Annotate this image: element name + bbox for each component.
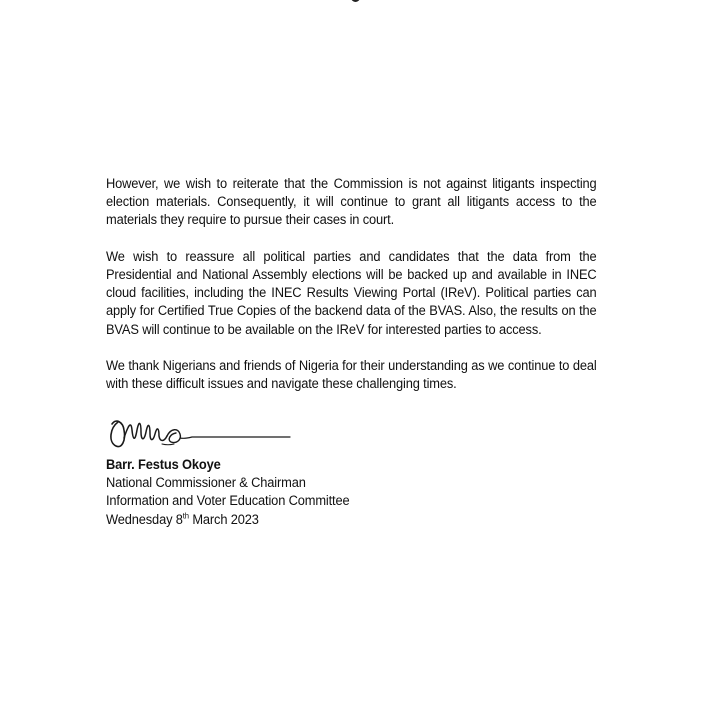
page-top-mark [351,0,360,2]
letter-body [106,175,597,393]
signatory-name: Barr. Festus Okoye [106,457,221,472]
signature-icon [104,408,294,456]
signatory-block [106,456,349,529]
date-day: Wednesday 8 [106,511,183,527]
date-month-year: March 2023 [188,511,259,527]
handwritten-signature [104,408,294,456]
signatory-date [106,511,349,529]
signatory-committee: Information and Voter Education Committee [106,493,350,509]
paragraph-data-backup: We wish to reassure all political parties and candidates that the data from the Presidential and National Assembly elections will be backed up and available in INEC cloud facilities, including the INEC Results Viewing Portal (IReV). Political parties can apply for Certified True Copies of the backend data of the BVAS. Also, the results on the BVAS will continue to be available on the IReV for interested parties to access. [106,248,597,337]
paragraph-litigants: However, we wish to reiterate that the Commission is not against litigants inspecting election materials. Consequently, it will continue to grant all litigants access to the materials they require to pursue their cases in court. [106,176,597,228]
date-ordinal: th [182,511,189,521]
paragraph-thanks: We thank Nigerians and friends of Nigeria for their understanding as we continue to deal with these difficult issues and navigate these challenging times. [106,358,597,392]
signatory-title: National Commissioner & Chairman [106,475,306,491]
